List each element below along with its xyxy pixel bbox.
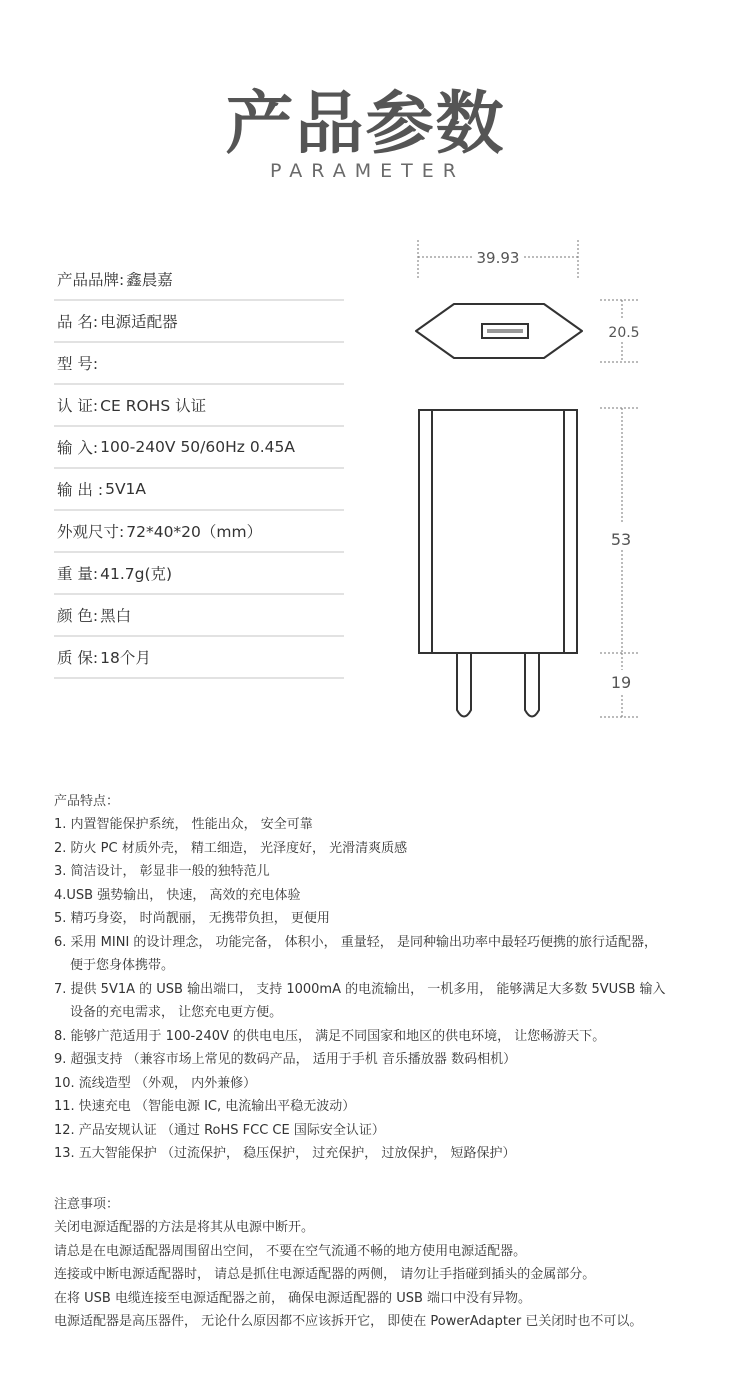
page-title: 产品参数 — [225, 85, 506, 164]
param-row-input — [54, 427, 344, 469]
note-item: 连接或中断电源适配器时， 请总是抓住电源适配器的两侧， 请勿让手指碰到插头的金属部分。 — [54, 1267, 596, 1283]
param-row-certification — [54, 385, 344, 427]
width-dimension — [418, 240, 578, 280]
feature-item: 5. 精巧身姿， 时尚靓丽， 无携带负担， 更便用 — [54, 911, 330, 926]
param-value: 鑫晨嘉 — [126, 271, 173, 289]
param-label: 颜 色: — [57, 607, 99, 625]
adapter-drawing — [410, 240, 650, 730]
notes-section — [54, 1193, 704, 1334]
param-row-warranty — [54, 637, 344, 679]
param-row-weight — [54, 553, 344, 595]
feature-item: 7. 提供 5V1A 的 USB 输出端口， 支持 1000mA 的电流输出， 一机多用， 能够满足大多数 5VUSB 输入 — [54, 981, 666, 997]
plug-pin-left — [457, 653, 471, 717]
pin-label: 19 — [610, 673, 632, 692]
parameter-list — [54, 259, 344, 679]
param-row-product-name — [54, 301, 344, 343]
pin-dimension — [600, 653, 638, 717]
param-row-color — [54, 595, 344, 637]
param-value: 72*40*20（mm） — [126, 523, 263, 541]
param-label: 认 证: — [57, 397, 99, 415]
feature-item: 13. 五大智能保护 （过流保护， 稳压保护， 过充保护， 过放保护， 短路保护） — [54, 1146, 516, 1161]
feature-item: 3. 简洁设计， 彰显非一般的独特范儿 — [54, 864, 270, 879]
feature-item: 8. 能够广范适用于 100-240V 的供电电压， 满足不同国家和地区的供电环境， 让您畅游天下。 — [54, 1028, 606, 1044]
param-row-model — [54, 343, 344, 385]
feature-item: 9. 超强支持 （兼容市场上常见的数码产品， 适用于手机 音乐播放器 数码相机） — [54, 1052, 517, 1067]
features-heading: 产品特点： — [54, 794, 120, 809]
param-label: 输 出 : — [57, 481, 104, 499]
feature-item-continued: 便于您身体携带。 — [70, 958, 175, 973]
param-label: 产品品牌: — [57, 271, 125, 289]
adapter-dimension-diagram — [410, 240, 650, 730]
param-value: CE ROHS 认证 — [100, 397, 207, 415]
param-value: 电源适配器 — [100, 313, 178, 331]
param-value: 黑白 — [100, 607, 132, 625]
height-label: 53 — [610, 530, 632, 549]
features-section — [54, 790, 694, 1166]
note-item: 请总是在电源适配器周围留出空间， 不要在空气流通不畅的地方使用电源适配器。 — [54, 1243, 527, 1259]
note-item: 电源适配器是高压器件， 无论什么原因都不应该拆开它， 即使在 PowerAdapter 已关闭时也不可以。 — [54, 1314, 643, 1330]
feature-item: 11. 快速充电 （智能电源 IC, 电流输出平稳无波动） — [54, 1099, 356, 1114]
feature-item: 4.USB 强势输出， 快速， 高效的充电体验 — [54, 887, 301, 903]
feature-item: 2. 防火 PC 材质外壳， 精工细造， 光泽度好， 光滑清爽质感 — [54, 840, 408, 856]
param-row-brand — [54, 259, 344, 301]
param-label: 质 保: — [57, 649, 99, 667]
adapter-front-view — [419, 410, 577, 717]
note-item: 在将 USB 电缆连接至电源适配器之前， 确保电源适配器的 USB 端口中没有异物。 — [54, 1290, 532, 1306]
param-label: 外观尺寸: — [57, 523, 125, 541]
param-value: 18个月 — [100, 649, 151, 667]
width-label: 39.93 — [476, 249, 520, 267]
param-value: 41.7g(克) — [100, 565, 173, 583]
param-label: 重 量: — [57, 565, 99, 583]
plug-pin-right — [525, 653, 539, 717]
page-subtitle: PARAMETER — [270, 160, 465, 182]
param-value: 5V1A — [105, 480, 147, 498]
depth-dimension — [600, 300, 640, 362]
param-value: 100-240V 50/60Hz 0.45A — [100, 438, 295, 456]
param-label: 品 名: — [57, 313, 99, 331]
param-row-dimensions — [54, 511, 344, 553]
feature-item: 12. 产品安规认证 （通过 RoHS FCC CE 国际安全认证） — [54, 1122, 385, 1138]
notes-heading: 注意事项： — [54, 1197, 120, 1212]
adapter-top-view — [416, 304, 582, 358]
param-row-output — [54, 469, 344, 511]
note-item: 关闭电源适配器的方法是将其从电源中断开。 — [54, 1220, 315, 1235]
feature-item-continued: 设备的充电需求， 让您充电更方便。 — [70, 1005, 283, 1020]
param-label: 输 入: — [57, 439, 99, 457]
feature-item: 6. 采用 MINI 的设计理念， 功能完备， 体积小， 重量轻， 是同种输出功率中最轻巧便携的旅行适配器， — [54, 934, 657, 950]
depth-label: 20.5 — [608, 325, 640, 341]
param-label: 型 号: — [57, 355, 99, 373]
height-dimension — [600, 408, 638, 653]
feature-item: 1. 内置智能保护系统， 性能出众， 安全可靠 — [54, 817, 313, 832]
feature-item: 10. 流线造型 （外观， 内外兼修） — [54, 1075, 257, 1091]
